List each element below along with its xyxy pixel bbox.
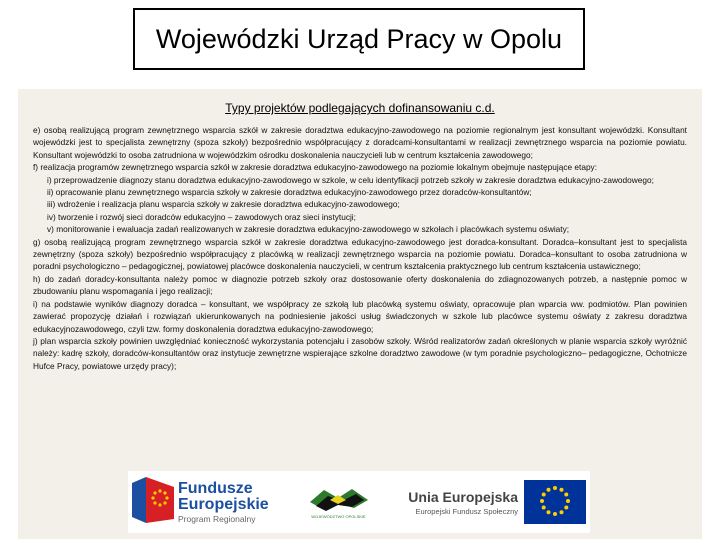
paragraph-h: h) do zadań doradcy-konsultanta należy pomoc w diagnozie potrzeb szkoły oraz dostosowanie oferty doskonalenia do zdiagnozowanych potrzeb, a następnie pomoc w zbudowaniu planu wspomagania i jego realizacji; <box>33 273 687 297</box>
unia-europejska-logo <box>408 480 586 524</box>
opolskie-emblem-icon <box>308 486 370 512</box>
paragraph-f-iii: iii) wdrożenie i realizacja planu wsparcia szkoły w zakresie doradztwa edukacyjno-zawodowego; <box>47 199 400 210</box>
paragraph-f-ii: ii) opracowanie planu zewnętrznego wsparcia szkoły w zakresie doradztwa edukacyjno-zawodowego przez doradców-konsultantów; <box>47 187 532 198</box>
fundusze-europejskie-emblem-icon <box>132 477 174 527</box>
paragraph-f: f) realizacja programów zewnętrznego wsparcia szkół w zakresie doradztwa edukacyjno-zawodowego na poziomie lokalnym obejmuje następujące etapy: <box>33 162 598 173</box>
ue-title: Unia Europejska <box>408 488 518 505</box>
fe-title-line2: Europejskie <box>178 495 269 513</box>
section-subtitle: Typy projektów podlegających dofinansowaniu c.d. <box>225 101 495 115</box>
paragraph-f-v: v) monitorowanie i ewaluacja zadań realizowanych w zakresie doradztwa edukacyjno-zawodowego w szkołach i placówkach systemu oświaty; <box>47 224 570 235</box>
wojewodztwo-opolskie-logo <box>308 486 370 519</box>
paragraph-g: g) osobą realizującą program zewnętrznego wsparcia szkół w zakresie doradztwa edukacyjno-zawodowego jest doradca-konsultant. Doradca–konsultant jest to specjalista zewnętrzny (spoza szkoły) bezpośrednio współpracujący z placówką w realizacji zewnętrznego wsparcia na poziomie powiatu. Doradca–konsultant to osoba zatrudniona w poradni psychologiczno – pedagogicznej, powiatowej placówce doskonalenia nauczycieli, w centrum kształcenia praktycznego lub centrum kształcenia ustawicznego; <box>33 236 687 272</box>
body-text <box>33 124 687 372</box>
paragraph-f-iv: iv) tworzenie i rozwój sieci doradców edukacyjno – zawodowych oraz sieci instytucji; <box>47 211 356 222</box>
paragraph-j: j) plan wsparcia szkoły powinien uwzględniać konieczność wykorzystania potencjału i zasobów szkoły. Wśród realizatorów zadań określonych w planie wsparcia szkoły wyróżnić należy: kadrę szkoły, doradców-konsultantów oraz instytucje zewnętrzne wspierające szkolne doradztwo zawodowe (w tym poradnie psychologiczno– pedagogiczne, Ochotnicze Hufce Pracy, powiatowe urzędy pracy); <box>33 335 687 371</box>
paragraph-i: i) na podstawie wyników diagnozy doradca – konsultant, we współpracy ze szkołą lub placówką systemu oświaty, opracowuje plan wparcia ww. podmiotów. Plan powinien zawierać propozycję działań i rozwiązań ukierunkowanych na podniesienie jakości usług świadczonych w szkole lub placówce systemu oświaty z zakresu doradztwa edukacyjnozawodowego, czyli tzw. formy doskonalenia doradztwa edukacyjno-zawodowego; <box>33 298 687 334</box>
page-title: Wojewódzki Urząd Pracy w Opolu <box>155 23 563 54</box>
paragraph-f-i: i) przeprowadzenie diagnozy stanu doradztwa edukacyjno-zawodowego w szkole, w celu identyfikacji potrzeb szkoły w zakresie doradztwa edukacyjno-zawodowego; <box>47 174 654 185</box>
title-box <box>133 8 585 70</box>
paragraph-e: e) osobą realizującą program zewnętrznego wsparcia szkół w zakresie doradztwa edukacyjno-zawodowego na poziomie regionalnym jest konsultant wojewódzki. Konsultant wojewódzki jest to specjalista zewnętrzny (spoza szkoły) bezpośrednio współpracujący z doradcami-konsultantami w realizacji zewnętrznego wsparcia na poziomie powiatu. Konsultant wojewódzki to osoba zatrudniona w wojewódzkim ośrodku doskonalenia nauczycieli lub w centrum kształcenia zawodowego; <box>33 125 687 160</box>
ue-fund-label: Europejski Fundusz Społeczny <box>415 506 518 516</box>
opolskie-caption: WOJEWÓDZTWO OPOLSKIE <box>311 513 366 519</box>
fe-title-line1: Fundusze <box>178 479 253 497</box>
fundusze-europejskie-logo <box>132 477 269 527</box>
eu-flag-icon <box>524 480 586 524</box>
logo-bar <box>128 471 590 533</box>
fe-program-label: Program Regionalny <box>178 513 256 524</box>
